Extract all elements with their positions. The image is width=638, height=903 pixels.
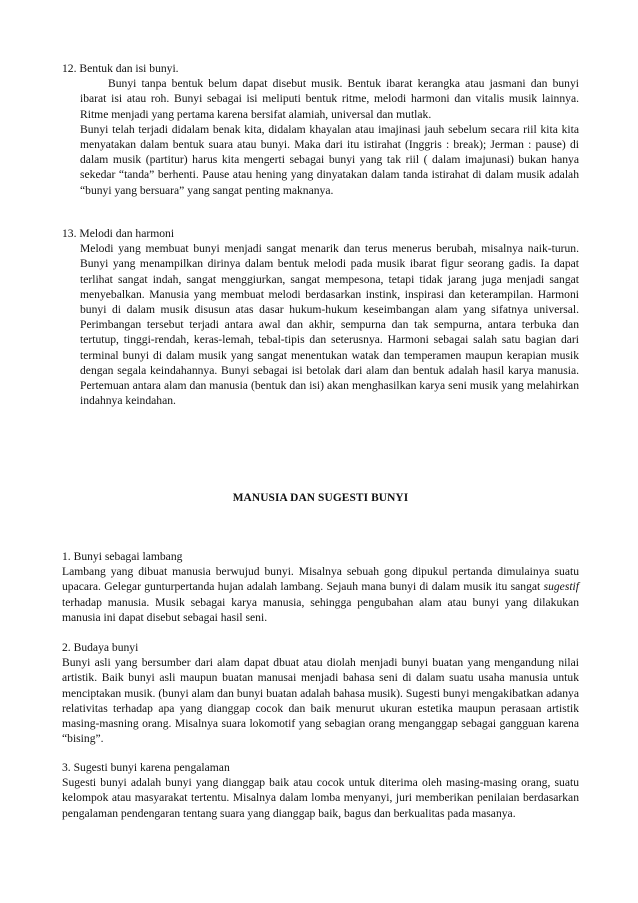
subsection-3-heading: 3. Sugesti bunyi karena pengalaman (62, 761, 230, 774)
subsection-1 (62, 549, 579, 625)
subsection-2 (62, 640, 579, 746)
chapter-title: MANUSIA DAN SUGESTI BUNYI (232, 492, 409, 504)
subsection-3 (62, 760, 579, 821)
section-12-paragraph-2: Bunyi telah terjadi didalam benak kita, didalam khayalan atau imajinasi jauh sebelum secara riil kita kita menyatakan dalam bentuk suara atau bunyi. Maka dari itu istirahat (Inggris : break); Jerman : pause) di dalam musik (partitur) harus kita mengerti sebagai bunyi yang tak riil ( dalam imajunasi) bukan hanya sekedar “tanda” berhenti. Pause atau hening yang dinyatakan dalam tanda istirahat di dalam musik adalah “bunyi yang bersuara” yang sangat penting maknanya. (80, 122, 579, 197)
subsection-1-italic-word: sugestif (543, 580, 579, 594)
section-13-heading: 13. Melodi dan harmoni (62, 227, 175, 240)
section-13-paragraph: Melodi yang membuat bunyi menjadi sangat menarik dan terus menerus berubah, misalnya naik-turun. Bunyi yang menampilkan dirinya dalam bentuk melodi pada musik ibarat figur seorang gadis. Ia dapat terlihat sangat indah, sangat menggiurkan, sangat mempesona, tetapi tidak jarang juga menjadi sangat menyebalkan. Manusia yang membuat melodi berdasarkan instink, inspirasi dan keterampilan. Harmoni bunyi di dalam musik disusun atas dasar hukum-hukum keseimbangan alam yang sifatnya universal. Perimbangan tersebut terjadi antara awal dan akhir, sempurna dan tak sempurna, antara terbuka dan tertutup, tinggi-rendah, keras-lemah, tebal-tipis dan seterusnya. Harmoni sebagai salah satu bagian dari terminal bunyi di dalam musik yang sangat menentukan watak dan temperamen maupun kerapian musik dengan segala keindahannya. Bunyi sebagai isi betolak dari alam dan bentuk adalah hasil karya manusia. Pertemuan antara alam dan manusia (bentuk dan isi) akan menghasilkan karya seni musik yang melahirkan indahnya keindahan. (80, 242, 579, 408)
subsection-2-paragraph: Bunyi asli yang bersumber dari alam dapat dbuat atau diolah menjadi bunyi buatan yang mengandung nilai artistik. Baik bunyi asli maupun buatan manusai menjadi bahasa seni di dalam suatu usaha manusia untuk menciptakan musik. (bunyi alam dan bunyi buatan adalah bahasa musik). Sugesti bunyi mengakibatkan adanya relativitas terhadap apa yang dianggap cocok dan baik menurut ukuran estetika maupun perasaan artistik masing-masning orang. Misalnya suara lokomotif yang sebagian orang menganggap sebagai gangguan karena “bising”. (62, 656, 579, 746)
section-12-heading: 12. Bentuk dan isi bunyi. (62, 62, 179, 75)
subsection-3-paragraph: Sugesti bunyi adalah bunyi yang dianggap baik atau cocok untuk diterima oleh masing-masing orang, suatu kelompok atau masyarakat tertentu. Misalnya dalam lomba menyanyi, juri memberikan penilaian berdasarkan pengalaman pendengaran tentang suara yang dianggap baik, bagus dan berkualitas pada masanya. (62, 776, 579, 820)
section-13 (62, 226, 579, 408)
subsection-1-text-after: terhadap manusia. Musik sebagai karya manusia, sehingga pengubahan alam atau bunyi yang dilakukan manusia ini dapat disebut sebagai hasil seni. (62, 595, 579, 624)
section-12 (62, 61, 579, 198)
subsection-2-heading: 2. Budaya bunyi (62, 641, 139, 654)
subsection-1-paragraph (62, 564, 579, 625)
section-12-paragraph-1: Bunyi tanpa bentuk belum dapat disebut musik. Bentuk ibarat kerangka atau jasmani dan bunyi ibarat isi atau roh. Bunyi sebagai isi meliputi bentuk ritme, melodi harmoni dan vitalis musik lainnya. Ritme menjadi yang pertama karena bersifat alamiah, universal dan mutlak. (80, 77, 579, 121)
subsection-1-text-before: Lambang yang dibuat manusia berwujud bunyi. Misalnya sebuah gong dipukul pertanda dimulainya suatu upacara. Gelegar gunturpertanda hujan adalah lambang. Sejauh mana bunyi di dalam musik itu sangat (62, 565, 579, 594)
subsection-1-heading: 1. Bunyi sebagai lambang (62, 550, 183, 563)
